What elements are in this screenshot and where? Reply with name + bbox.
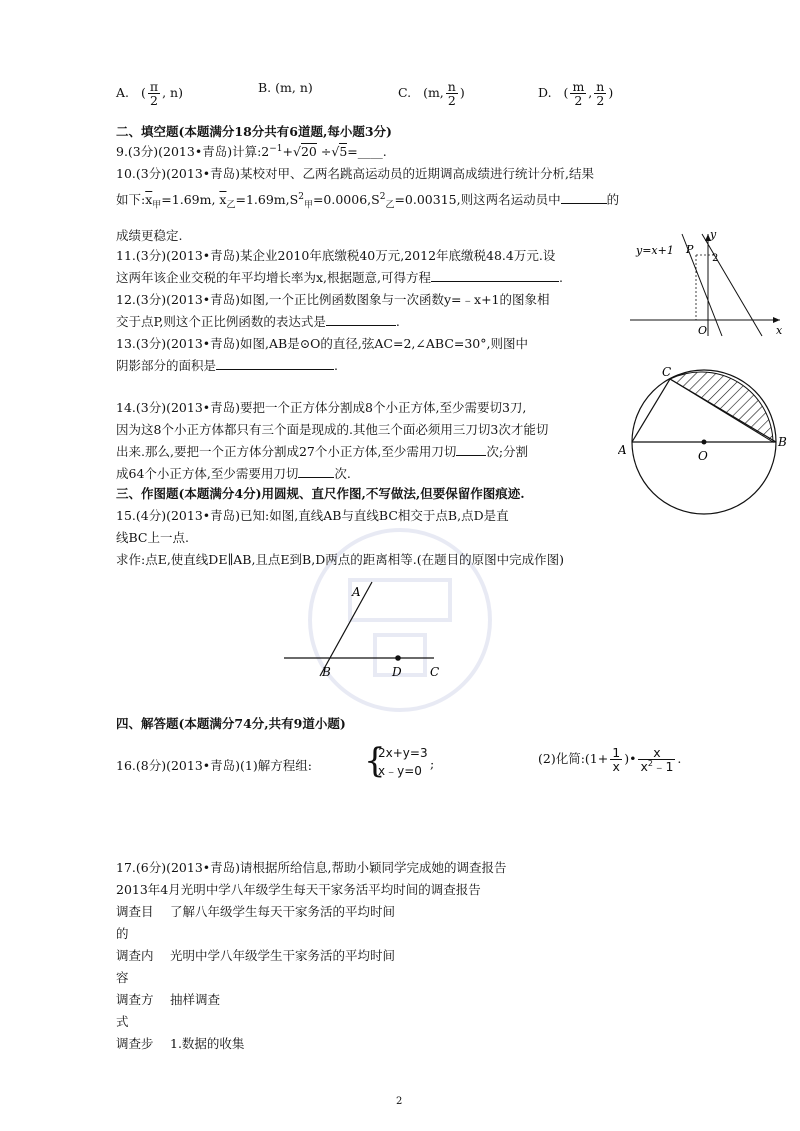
label-2: 2 xyxy=(712,253,719,264)
question-12-line1: 12.(3分)(2013•青岛)如图,一个正比例函数图象与一次函数y=﹣x+1的图象相 xyxy=(116,292,550,307)
question-9: 9.(3分)(2013•青岛)计算$:2^{-1}+√20$ ÷√5=____. xyxy=(116,143,387,159)
point-d xyxy=(395,655,401,661)
question-13-line2: 阴影部分的面积是 . xyxy=(116,358,338,373)
label-b: B xyxy=(778,435,787,449)
page-number: 2 xyxy=(396,1096,403,1107)
label-equation: y=x+1 xyxy=(636,244,674,257)
section-4-heading: 四、解答题(本题满分74分,共有9道小题) xyxy=(116,716,346,731)
report-row-label-cont: 式 xyxy=(116,1014,129,1029)
report-row-label: 调查目 xyxy=(116,904,154,919)
question-15-line1: 15.(4分)(2013•青岛)已知:如图,直线AB与直线BC相交于点B,点D是直 xyxy=(116,508,509,523)
center-point xyxy=(702,440,707,445)
line-ab xyxy=(320,582,372,676)
report-row-label: 调查步 xyxy=(116,1036,154,1051)
question-11-line1: 11.(3分)(2013•青岛)某企业2010年底缴税40万元,2012年底缴税48.4万元.设 xyxy=(116,248,556,263)
label-b: B xyxy=(322,665,331,679)
label-d: D xyxy=(392,665,402,679)
chord-ac xyxy=(632,379,670,442)
section-3-heading: 三、作图题(本题满分4分)用圆规、直尺作图,不写做法,但要保留作图痕迹. xyxy=(116,486,525,501)
report-row-value: 1.数据的收集 xyxy=(170,1036,245,1051)
equation-brace: { xyxy=(364,741,386,781)
question-10-line2: 如下$:\overline{x}_甲=1.69m$, $\overline{x}_乙=1.69m,S^2_甲=0.0006,S^2_乙=0.00315$,则这两名运动员中 的 xyxy=(116,191,620,211)
question-17-line1: 17.(6分)(2013•青岛)请根据所给信息,帮助小颖同学完成她的调查报告 xyxy=(116,860,507,875)
question-10-line3: 成绩更稳定. xyxy=(116,228,183,243)
equation-system: 2x+y=3 x﹣y=0 xyxy=(378,746,428,778)
label-x: x xyxy=(776,324,783,337)
option-d: D. ( $\frac{m}{2}$ , $\frac{n}{2}$ ) xyxy=(538,79,614,109)
line-y-neg-x-plus-1 xyxy=(702,234,762,336)
label-y: y xyxy=(710,228,717,241)
report-row-label-cont: 的 xyxy=(116,926,129,941)
x-axis-arrow xyxy=(773,317,780,323)
question-15-line3: 求作:点E,使直线DE∥AB,且点E到B,D两点的距离相等.(在题目的原图中完成作图) xyxy=(116,552,564,567)
figure-q12-graph xyxy=(630,228,790,340)
figure-q15-lines xyxy=(280,572,450,684)
question-16-part2: (2)化简:(1+ $\frac{1}{x}$ )• $\frac{x}{x^2﹣1}$ . xyxy=(538,745,682,775)
report-row-label: 调查方 xyxy=(116,992,154,1007)
question-14-line2: 因为这8个小正方体都只有三个面是现成的.其他三个面必须用三刀切3次才能切 xyxy=(116,422,549,437)
label-c: C xyxy=(430,665,440,679)
option-a: A. ( $\frac{\pi}{2}$ , n) xyxy=(116,79,183,109)
question-10-line1: 10.(3分)(2013•青岛)某校对甲、乙两名跳高运动员的近期调高成绩进行统计分析,结果 xyxy=(116,166,594,181)
section-2-heading: 二、填空题(本题满分18分共有6道题,每小题3分) xyxy=(116,124,392,139)
report-row-label-cont: 容 xyxy=(116,970,129,985)
label-a: A xyxy=(352,585,361,599)
question-14-line3: 出来.那么,要把一个正方体分割成27个小正方体,至少需用刀切 次;分割 xyxy=(116,444,529,459)
report-row-label: 调查内 xyxy=(116,948,154,963)
equation-separator: ; xyxy=(430,756,435,771)
question-11-line2: 这两年该企业交税的年平均增长率为x,根据题意,可得方程 . xyxy=(116,270,563,285)
figure-q13-circle xyxy=(618,362,790,520)
question-14-line1: 14.(3分)(2013•青岛)要把一个正方体分割成8个小正方体,至少需要切3刀, xyxy=(116,400,527,415)
question-12-line2: 交于点P,则这个正比例函数的表达式是 . xyxy=(116,314,400,329)
question-17-line2: 2013年4月光明中学八年级学生每天干家务活平均时间的调查报告 xyxy=(116,882,481,897)
label-a: A xyxy=(618,443,627,457)
option-b: B. (m, n) xyxy=(258,80,313,95)
label-o: O xyxy=(698,449,708,463)
report-row-value: 了解八年级学生每天干家务活的平均时间 xyxy=(170,904,396,919)
question-15-line2: 线BC上一点. xyxy=(116,530,189,545)
report-row-value: 抽样调查 xyxy=(170,992,221,1007)
option-c: C. (m, $\frac{n}{2}$ ) xyxy=(398,79,465,109)
question-16-part1: 16.(8分)(2013•青岛)(1)解方程组: xyxy=(116,758,312,773)
question-13-line1: 13.(3分)(2013•青岛)如图,AB是⊙O的直径,弦AC=2,∠ABC=30°,则图中 xyxy=(116,336,528,351)
label-origin: O xyxy=(698,324,708,337)
label-p: P xyxy=(686,243,694,256)
question-14-line4: 成64个小正方体,至少需要用刀切 次. xyxy=(116,466,351,481)
report-row-value: 光明中学八年级学生干家务活的平均时间 xyxy=(170,948,396,963)
label-c: C xyxy=(662,365,672,379)
